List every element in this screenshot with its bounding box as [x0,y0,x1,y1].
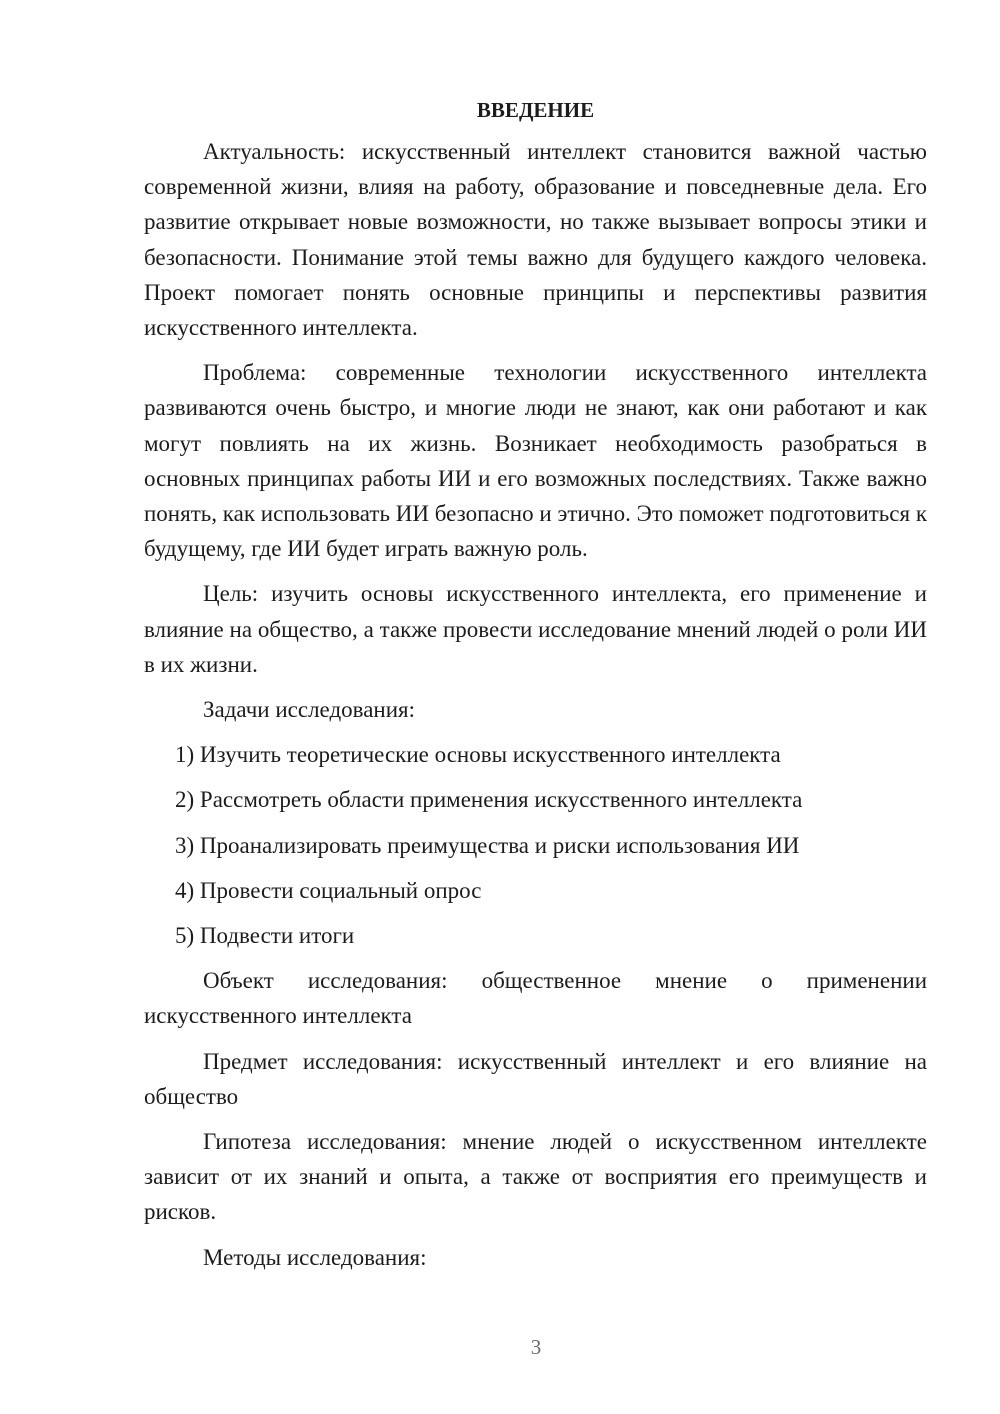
object-paragraph: Объект исследования: общественное мнение о применении искусственного интеллекта [144,968,927,1029]
list-item-task-3: 3) Проанализировать преимущества и риски использования ИИ [175,832,800,858]
page-body [144,96,927,1285]
list-item-task-4: 4) Провести социальный опрос [175,877,482,903]
relevance-paragraph: Актуальность: искусственный интеллект становится важной частью современной жизни, влияя на работу, образование и повседневные дела. Его развитие открывает новые возможности, но также вызывает вопросы этики и безопасности. Понимание этой темы важно для будущего каждого человека. Проект помогает понять основные принципы и перспективы развития искусственного интеллекта. [144,139,927,341]
list-item-task-5: 5) Подвести итоги [175,923,355,949]
hypothesis-paragraph: Гипотеза исследования: мнение людей о искусственном интеллекте зависит от их знаний и опыта, а также от восприятия его преимуществ и рисков. [144,1129,927,1225]
tasks-title: Задачи исследования: [203,697,416,723]
subject-paragraph: Предмет исследования: искусственный интеллект и его влияние на общество [144,1048,927,1109]
list-item-task-2: 2) Рассмотреть области применения искусственного интеллекта [175,787,803,813]
methods-title: Методы исследования: [203,1244,427,1270]
page-title: ВВЕДЕНИЕ [476,98,595,122]
page-number: 3 [530,1335,542,1359]
goal-paragraph: Цель: изучить основы искусственного интеллекта, его применение и влияние на общество, а также провести исследование мнений людей о роли ИИ в их жизни. [144,581,927,677]
problem-paragraph: Проблема: современные технологии искусственного интеллекта развиваются очень быстро, и многие люди не знают, как они работают и как могут повлиять на их жизнь. Возникает необходимость разобраться в основных принципах работы ИИ и его возможных последствиях. Также важно понять, как использовать ИИ безопасно и этично. Это поможет подготовиться к будущему, где ИИ будет играть важную роль. [144,360,927,562]
list-item-task-1: 1) Изучить теоретические основы искусственного интеллекта [175,742,781,768]
tasks-list [144,737,927,953]
